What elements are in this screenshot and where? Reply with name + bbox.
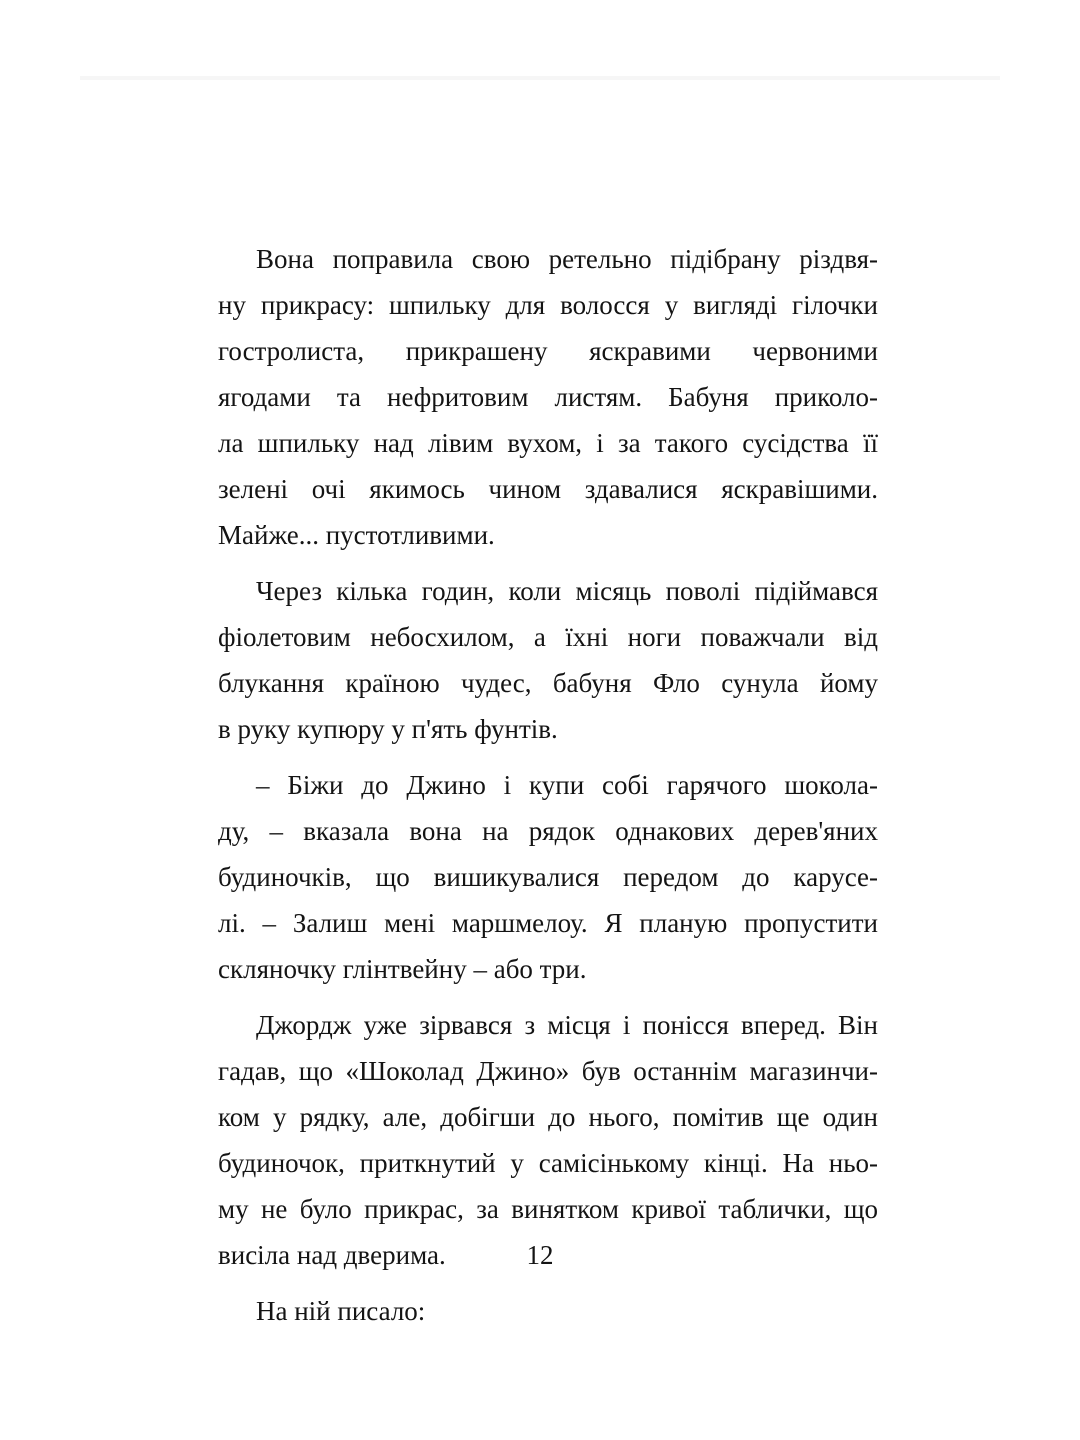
text-line: Майже... пустотливими.: [218, 520, 495, 550]
text-line: фіолетовим небосхилом, а їхні ноги поважчали від: [218, 622, 878, 652]
text-line: будиночок, приткнутий у самісінькому кінці. На ньо-: [218, 1148, 878, 1178]
text-line: блукання країною чудес, бабуня Фло сунула йому: [218, 668, 878, 698]
paragraph-3: [218, 762, 878, 992]
text-line: гадав, що «Шоколад Джино» був останнім магазинчи-: [218, 1056, 878, 1086]
text-line: ком у рядку, але, добігши до нього, помітив ще один: [218, 1102, 878, 1132]
text-line: лі. – Залиш мені маршмелоу. Я планую пропустити: [218, 908, 878, 938]
paragraph-1: [218, 236, 878, 558]
text-line: Джордж уже зірвався з місця і понісся вперед. Він: [256, 1010, 878, 1040]
text-line: Вона поправила свою ретельно підібрану різдвя-: [256, 244, 878, 274]
text-line: ла шпильку над лівим вухом, і за такого сусідства її: [218, 428, 878, 458]
page-body: [218, 236, 878, 1344]
text-line: На ній писало:: [256, 1296, 426, 1326]
text-line: му не було прикрас, за винятком кривої таблички, що: [218, 1194, 878, 1224]
text-line: ну прикрасу: шпильку для волосся у вигляді гілочки: [218, 290, 878, 320]
text-line: висіла над дверима.: [218, 1240, 446, 1270]
text-line: будиночків, що вишикувалися передом до карусе-: [218, 862, 878, 892]
text-line: ду, – вказала вона на рядок однакових дерев'яних: [218, 816, 878, 846]
text-line: – Біжи до Джино і купи собі гарячого шокола-: [256, 770, 878, 800]
page-number: 12: [526, 1240, 554, 1270]
text-line: зелені очі якимось чином здавалися яскравішими.: [218, 474, 878, 504]
text-line: Через кілька годин, коли місяць поволі підіймався: [256, 576, 878, 606]
paragraph-5: [218, 1288, 878, 1334]
text-line: ягодами та нефритовим листям. Бабуня приколо-: [218, 382, 878, 412]
paragraph-2: [218, 568, 878, 752]
top-divider: [80, 76, 1000, 80]
text-line: в руку купюру у п'ять фунтів.: [218, 714, 558, 744]
text-line: гостролиста, прикрашену яскравими червоними: [218, 336, 878, 366]
text-line: скляночку глінтвейну – або три.: [218, 954, 587, 984]
